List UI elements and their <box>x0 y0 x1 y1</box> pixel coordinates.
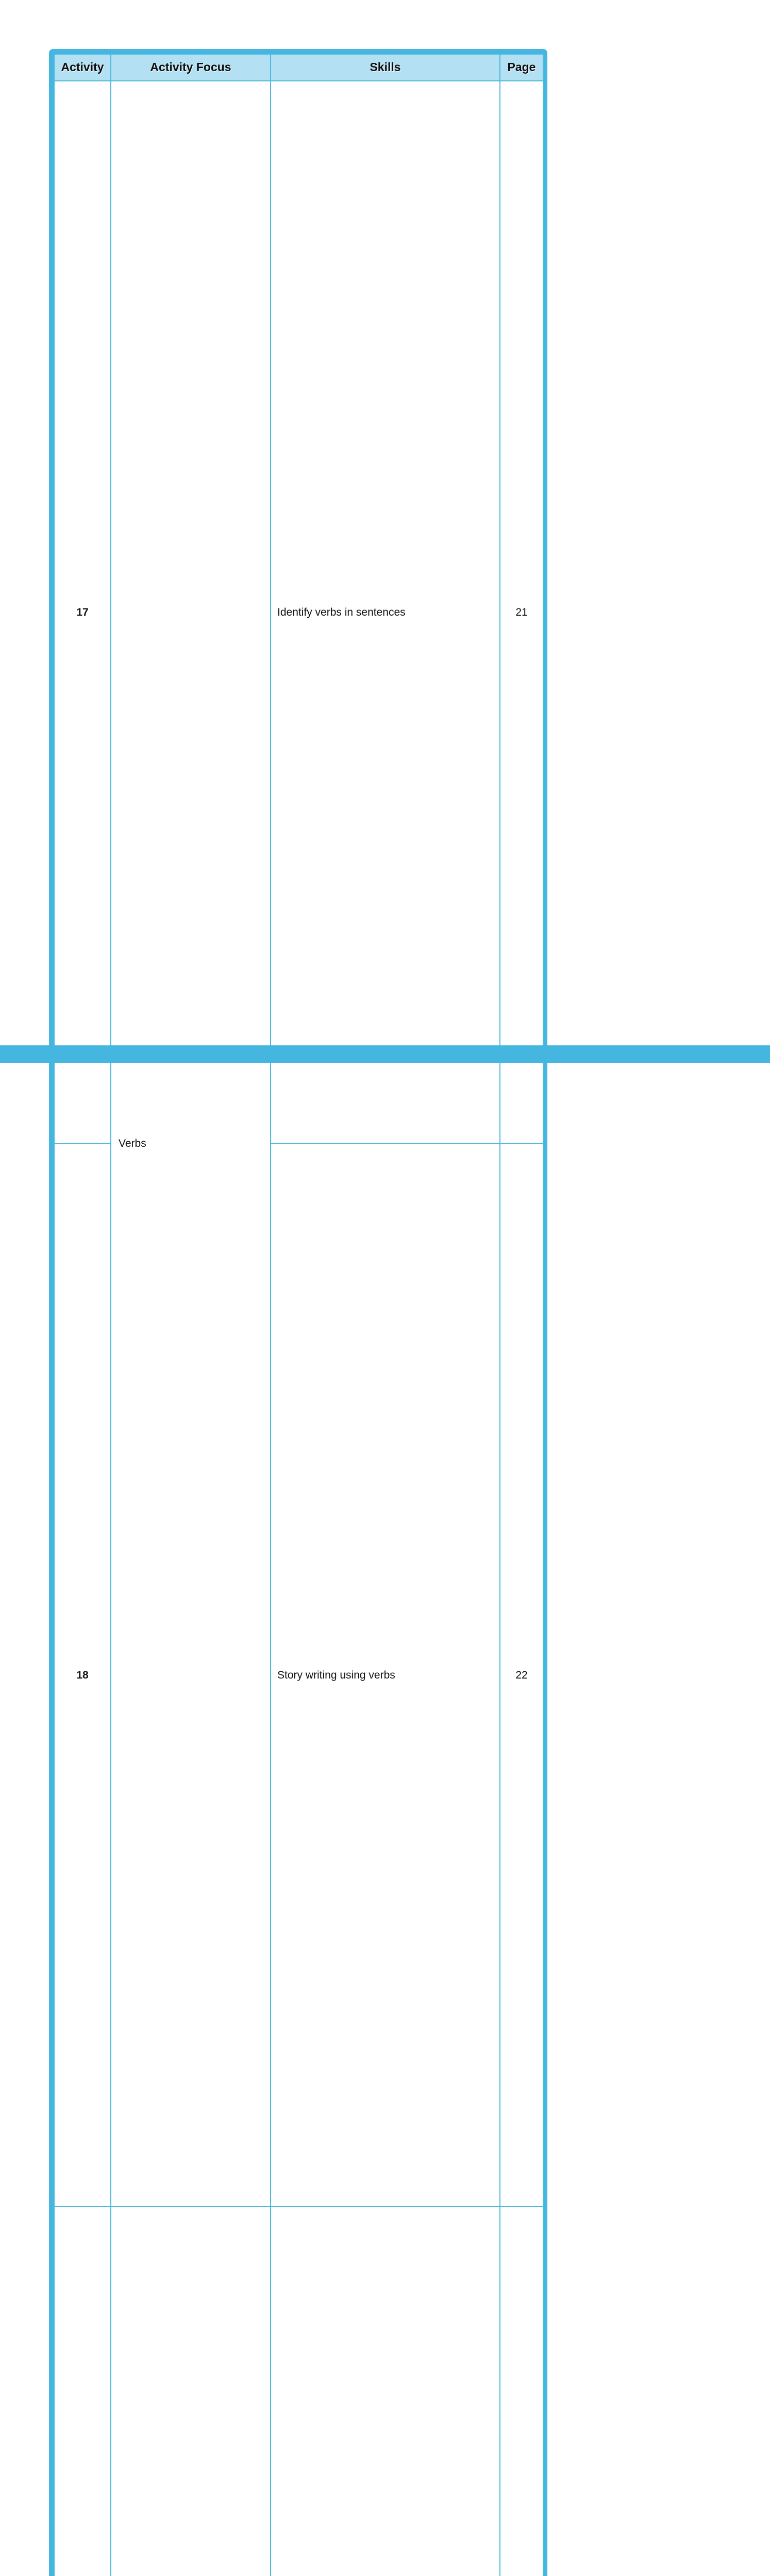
column-header-activity-focus: Activity Focus <box>111 54 271 81</box>
column-header-skills: Skills <box>271 54 500 81</box>
contents-table <box>54 54 544 2576</box>
skill-item: Story writing using verbs <box>277 1669 395 1681</box>
focus-label: Verbs <box>119 1138 146 1150</box>
column-header-activity: Activity <box>54 54 111 81</box>
focus-cell <box>111 2207 271 2576</box>
page-footer-bar <box>0 1045 770 1063</box>
column-header-page: Page <box>500 54 543 81</box>
table-row <box>54 2207 543 2576</box>
contents-table-frame <box>49 49 547 2576</box>
skills-cell <box>271 1144 500 2207</box>
skills-cell <box>271 81 500 1144</box>
skills-cell <box>271 2207 500 2576</box>
table-row <box>54 81 543 1144</box>
activity-number-cell: 17 <box>54 81 111 1144</box>
focus-cell <box>111 81 271 2207</box>
skill-item: Identify verbs in sentences <box>277 606 406 618</box>
page-number-cell <box>500 2207 543 2576</box>
activity-number-cell <box>54 2207 111 2576</box>
page-number-cell: 22 <box>500 1144 543 2207</box>
page-number-cell: 21 <box>500 81 543 1144</box>
activity-number-cell: 18 <box>54 1144 111 2207</box>
header-row <box>54 54 543 81</box>
